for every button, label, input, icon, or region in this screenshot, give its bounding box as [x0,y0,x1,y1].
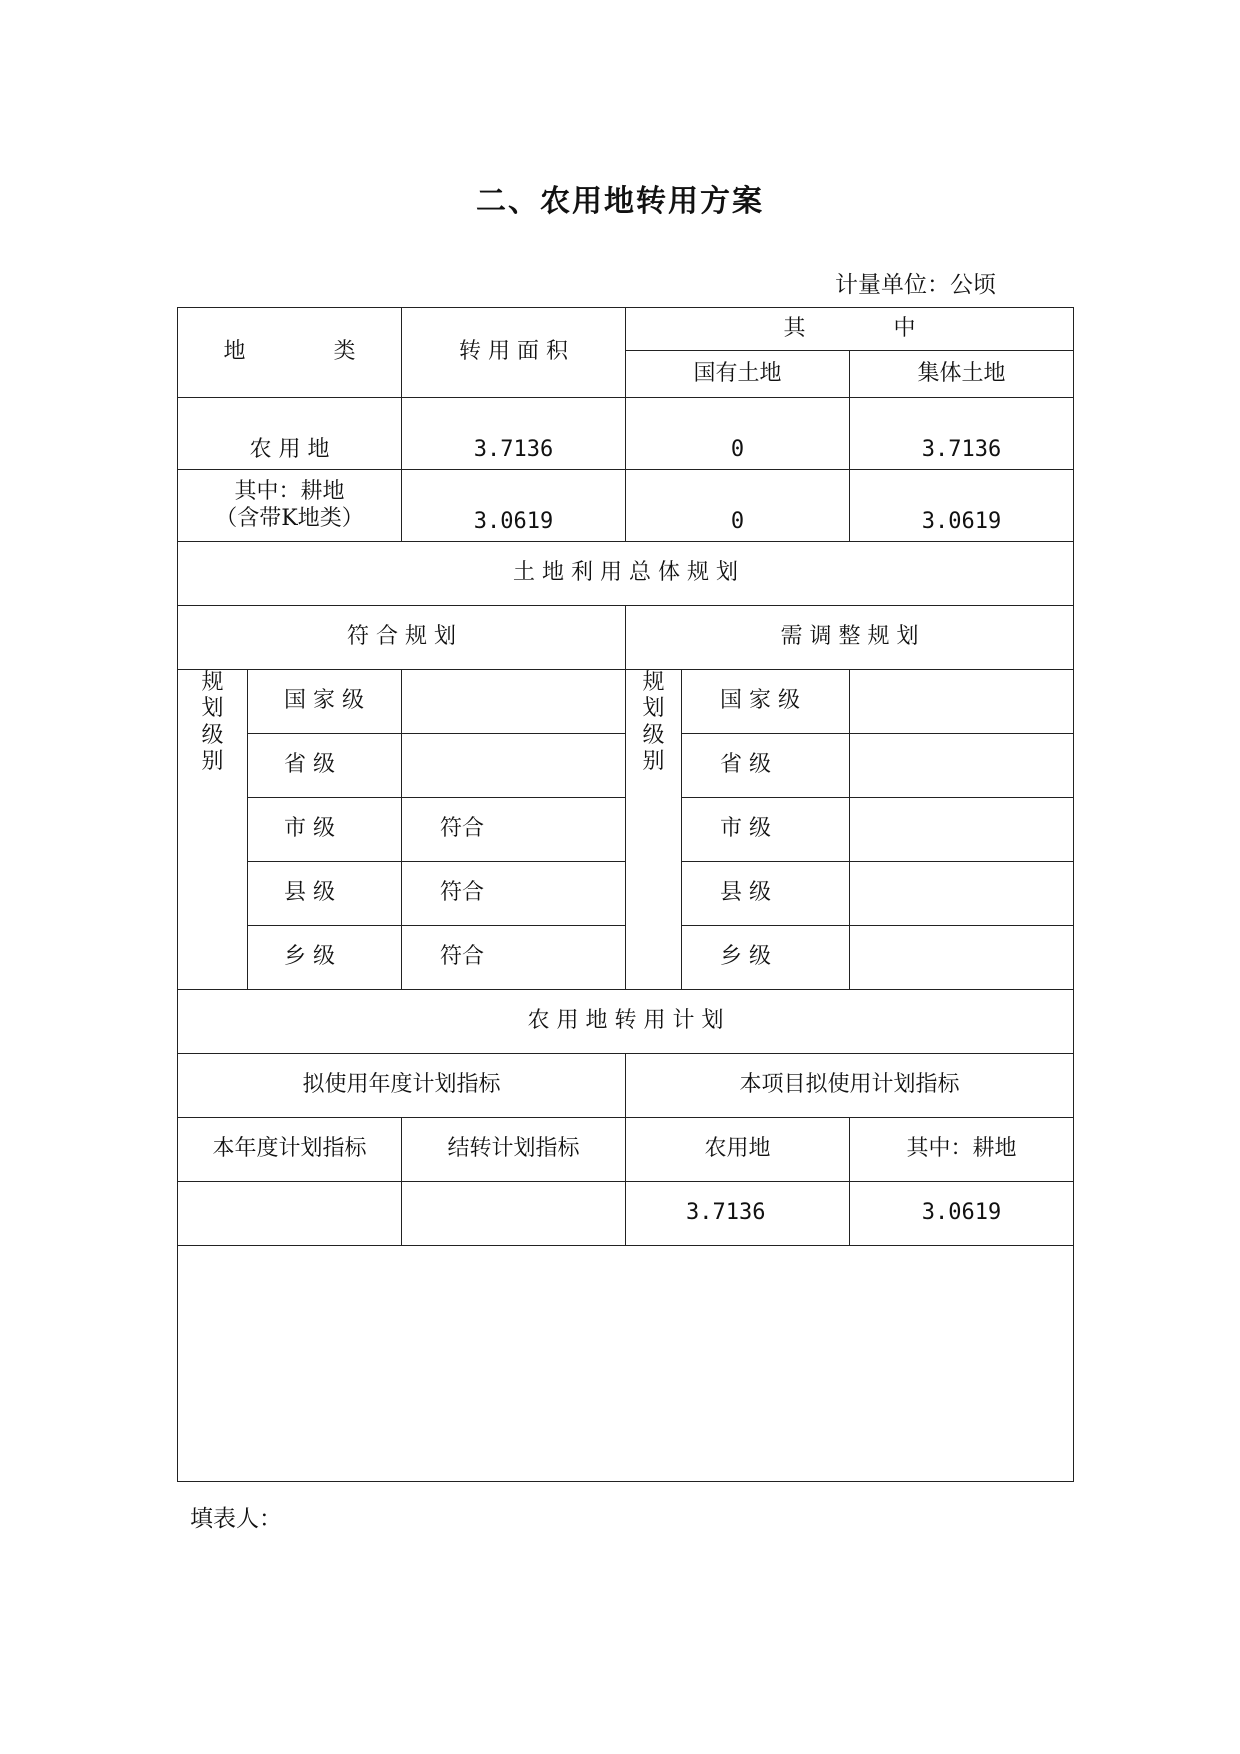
adjust-level-city: 市 级 [682,798,850,862]
conform-level-national: 国 家 级 [248,670,402,734]
adjust-level-province: 省 级 [682,734,850,798]
level-char: 规 [642,670,665,695]
header-of-which: 其 中 [626,308,1074,351]
conform-level-province: 省 级 [248,734,402,798]
page-title: 二、农用地转用方案 [476,184,764,219]
adjust-value-national [850,670,1074,734]
row-label-cultivated-line2: （含带K地类） [215,505,364,531]
conform-title: 符 合 规 划 [178,606,626,670]
cultivated-value: 3.0619 [850,1182,1074,1246]
table-row [178,398,1074,470]
cell-collective: 3.7136 [850,398,1074,470]
adjust-level-county: 县 级 [682,862,850,926]
adjust-value-county [850,862,1074,926]
farmland-header: 农用地 [626,1118,850,1182]
conform-level-township: 乡 级 [248,926,402,990]
conform-value-county: 符合 [402,862,626,926]
row-label-farmland: 农 用 地 [178,398,402,470]
level-char: 划 [642,696,665,722]
table-row [178,670,1074,734]
cultivated-header: 其中：耕地 [850,1118,1074,1182]
adjust-level-township: 乡 级 [682,926,850,990]
this-year-value [178,1182,402,1246]
farmland-value: 3.7136 [626,1182,850,1246]
cell-area: 3.0619 [402,470,626,542]
row-label-cultivated [178,470,402,542]
row-label-cultivated-line1: 其中：耕地 [234,479,345,505]
filler-label: 填表人： [190,1506,282,1532]
conform-level-label [178,670,248,990]
adjust-value-township [850,926,1074,990]
level-char: 别 [642,749,665,775]
unit-label: 计量单位：公顷 [835,272,996,298]
level-char: 级 [201,722,224,748]
cell-state: 0 [626,398,850,470]
project-plan-title: 本项目拟使用计划指标 [626,1054,1074,1118]
conform-value-national [402,670,626,734]
header-land-type: 地 类 [178,308,402,398]
level-char: 别 [201,749,224,775]
remarks-area [178,1246,1074,1482]
header-state-land: 国有土地 [626,351,850,398]
conform-value-city: 符合 [402,798,626,862]
annual-plan-title: 拟使用年度计划指标 [178,1054,626,1118]
adjust-value-city [850,798,1074,862]
table-row [178,470,1074,542]
table-row [178,1182,1074,1246]
level-char: 划 [201,696,224,722]
land-conversion-table [177,307,1074,1482]
planning-section-title: 土 地 利 用 总 体 规 划 [178,542,1074,606]
adjust-value-province [850,734,1074,798]
conform-level-county: 县 级 [248,862,402,926]
adjust-title: 需 调 整 规 划 [626,606,1074,670]
level-char: 规 [201,670,224,695]
conform-level-city: 市 级 [248,798,402,862]
header-converted-area: 转 用 面 积 [402,308,626,398]
this-year-header: 本年度计划指标 [178,1118,402,1182]
adjust-level-label [626,670,682,990]
conform-value-township: 符合 [402,926,626,990]
carry-over-value [402,1182,626,1246]
cell-collective: 3.0619 [850,470,1074,542]
header-collective-land: 集体土地 [850,351,1074,398]
conform-value-province [402,734,626,798]
plan-section-title: 农 用 地 转 用 计 划 [178,990,1074,1054]
level-char: 级 [642,722,665,748]
adjust-level-national: 国 家 级 [682,670,850,734]
cell-area: 3.7136 [402,398,626,470]
carry-over-header: 结转计划指标 [402,1118,626,1182]
cell-state: 0 [626,470,850,542]
